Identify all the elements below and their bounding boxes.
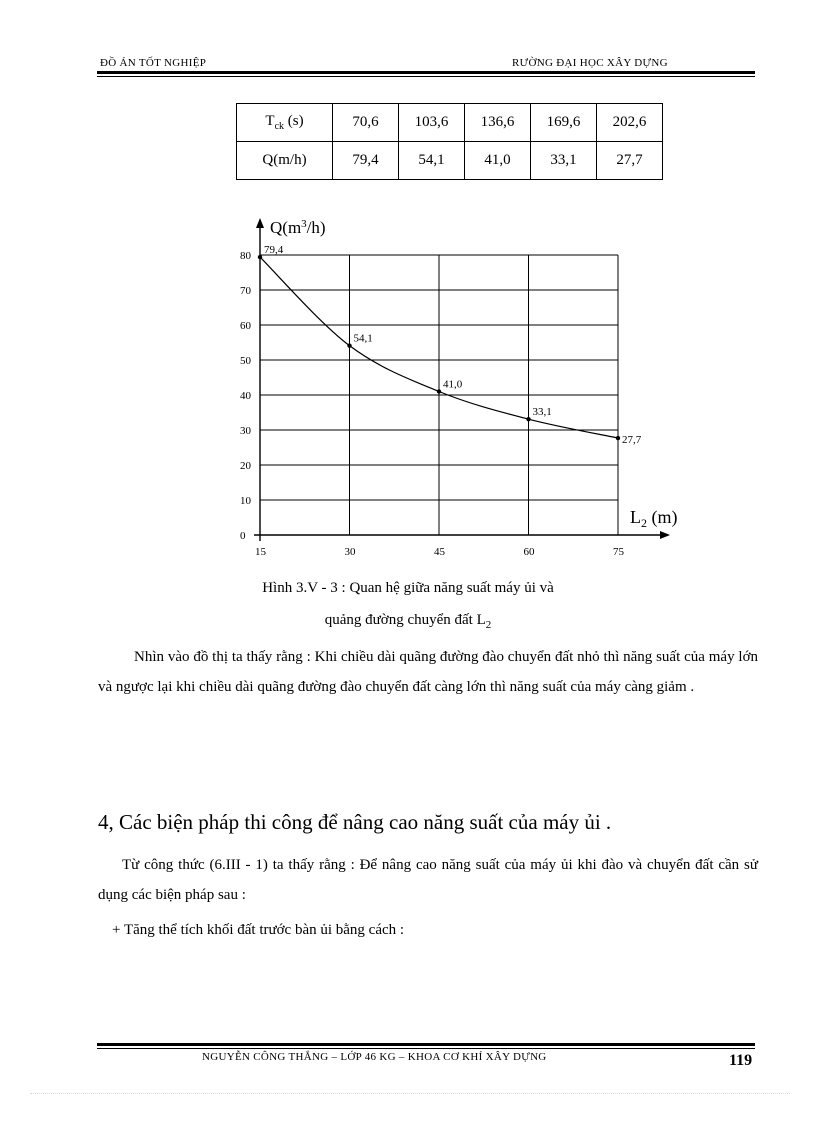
table-cell: 169,6 bbox=[531, 104, 597, 142]
y-axis-arrow bbox=[256, 218, 264, 228]
paragraph: Từ công thức (6.III - 1) ta thấy rằng : Để nâng cao năng suất của máy ủi khi đào và chuyển đất cần sử dụng các biện pháp sau : bbox=[98, 857, 758, 903]
y-tick-label: 30 bbox=[240, 425, 251, 437]
data-label: 33,1 bbox=[532, 406, 552, 419]
table-cell: 33,1 bbox=[531, 142, 597, 180]
x-tick-label: 60 bbox=[523, 546, 535, 558]
table-cell: 136,6 bbox=[465, 104, 531, 142]
header-rule-thin bbox=[97, 76, 755, 77]
chart-x-axis-label: $L_2$ (m) bbox=[630, 507, 678, 530]
data-point bbox=[526, 417, 530, 421]
y-tick-label: 0 bbox=[240, 530, 246, 542]
table-row bbox=[237, 142, 663, 180]
header-left: ĐỒ ÁN TỐT NGHIỆP bbox=[100, 57, 207, 69]
table-cell-label: $T_{ck}$ (s) bbox=[237, 104, 333, 142]
table-row bbox=[237, 104, 663, 142]
y-tick-label: 70 bbox=[240, 285, 251, 297]
x-tick-label: 75 bbox=[613, 546, 624, 558]
section-heading: 4, Các biện pháp thi công để nâng cao năng suất của máy ủi . bbox=[98, 810, 612, 834]
data-table bbox=[236, 103, 663, 180]
data-label: 41,0 bbox=[443, 378, 463, 391]
page-number: 119 bbox=[729, 1052, 753, 1069]
table-cell: 54,1 bbox=[399, 142, 465, 180]
data-point bbox=[347, 343, 351, 347]
table-cell: 70,6 bbox=[333, 104, 399, 142]
y-tick-label: 20 bbox=[240, 460, 251, 472]
y-tick-label: 40 bbox=[240, 390, 251, 402]
x-tick-label: 45 bbox=[434, 546, 445, 558]
header-right: RƯỜNG ĐẠI HỌC XÂY DỰNG bbox=[512, 57, 668, 69]
table-cell-label: Q(m/h) bbox=[237, 142, 333, 180]
paragraph: Nhìn vào đồ thị ta thấy rằng : Khi chiều dài quãng đường đào chuyển đất nhỏ thì năng suất của máy lớn và ngược lại khi chiều dài quãng đường đào chuyển đất càng lớn thì năng suất của máy càng giảm . bbox=[98, 649, 758, 695]
figure-caption-line1: Hình 3.V - 3 : Quan hệ giữa năng suất máy ủi và bbox=[262, 580, 554, 596]
footer-rule-thin bbox=[97, 1048, 755, 1049]
table-cell: 103,6 bbox=[399, 104, 465, 142]
page-edge bbox=[30, 1093, 790, 1094]
footer-text: NGUYỄN CÔNG THẮNG – LỚP 46 KG – KHOA CƠ KHÍ XÂY DỰNG bbox=[202, 1051, 547, 1063]
footer-rule-thick bbox=[97, 1043, 755, 1046]
chart bbox=[225, 200, 695, 570]
data-label: 27,7 bbox=[622, 434, 642, 447]
data-point bbox=[437, 389, 441, 393]
y-tick-label: 60 bbox=[240, 320, 251, 332]
data-point bbox=[616, 436, 620, 440]
table-cell: 202,6 bbox=[597, 104, 663, 142]
data-label: 79,4 bbox=[264, 244, 284, 257]
y-tick-label: 10 bbox=[240, 495, 251, 507]
x-axis-arrow bbox=[660, 531, 670, 539]
chart-y-axis-label: $Q(m^3/h)$ bbox=[270, 218, 326, 237]
chart-grid bbox=[260, 255, 618, 535]
chart-points bbox=[258, 244, 642, 446]
table-cell: 79,4 bbox=[333, 142, 399, 180]
table-cell: 27,7 bbox=[597, 142, 663, 180]
figure-caption-line2: quảng đường chuyển đất $L_2$ bbox=[324, 612, 492, 631]
y-tick-label: 50 bbox=[240, 355, 251, 367]
data-label: 54,1 bbox=[353, 332, 373, 345]
table-cell: 41,0 bbox=[465, 142, 531, 180]
x-tick-label: 30 bbox=[344, 546, 356, 558]
x-tick-label: 15 bbox=[255, 546, 266, 558]
header-rule-thick bbox=[97, 71, 755, 74]
y-tick-label: 80 bbox=[240, 250, 251, 262]
data-point bbox=[258, 255, 262, 259]
list-item: + Tăng thể tích khối đất trước bàn ủi bằng cách : bbox=[112, 922, 405, 938]
